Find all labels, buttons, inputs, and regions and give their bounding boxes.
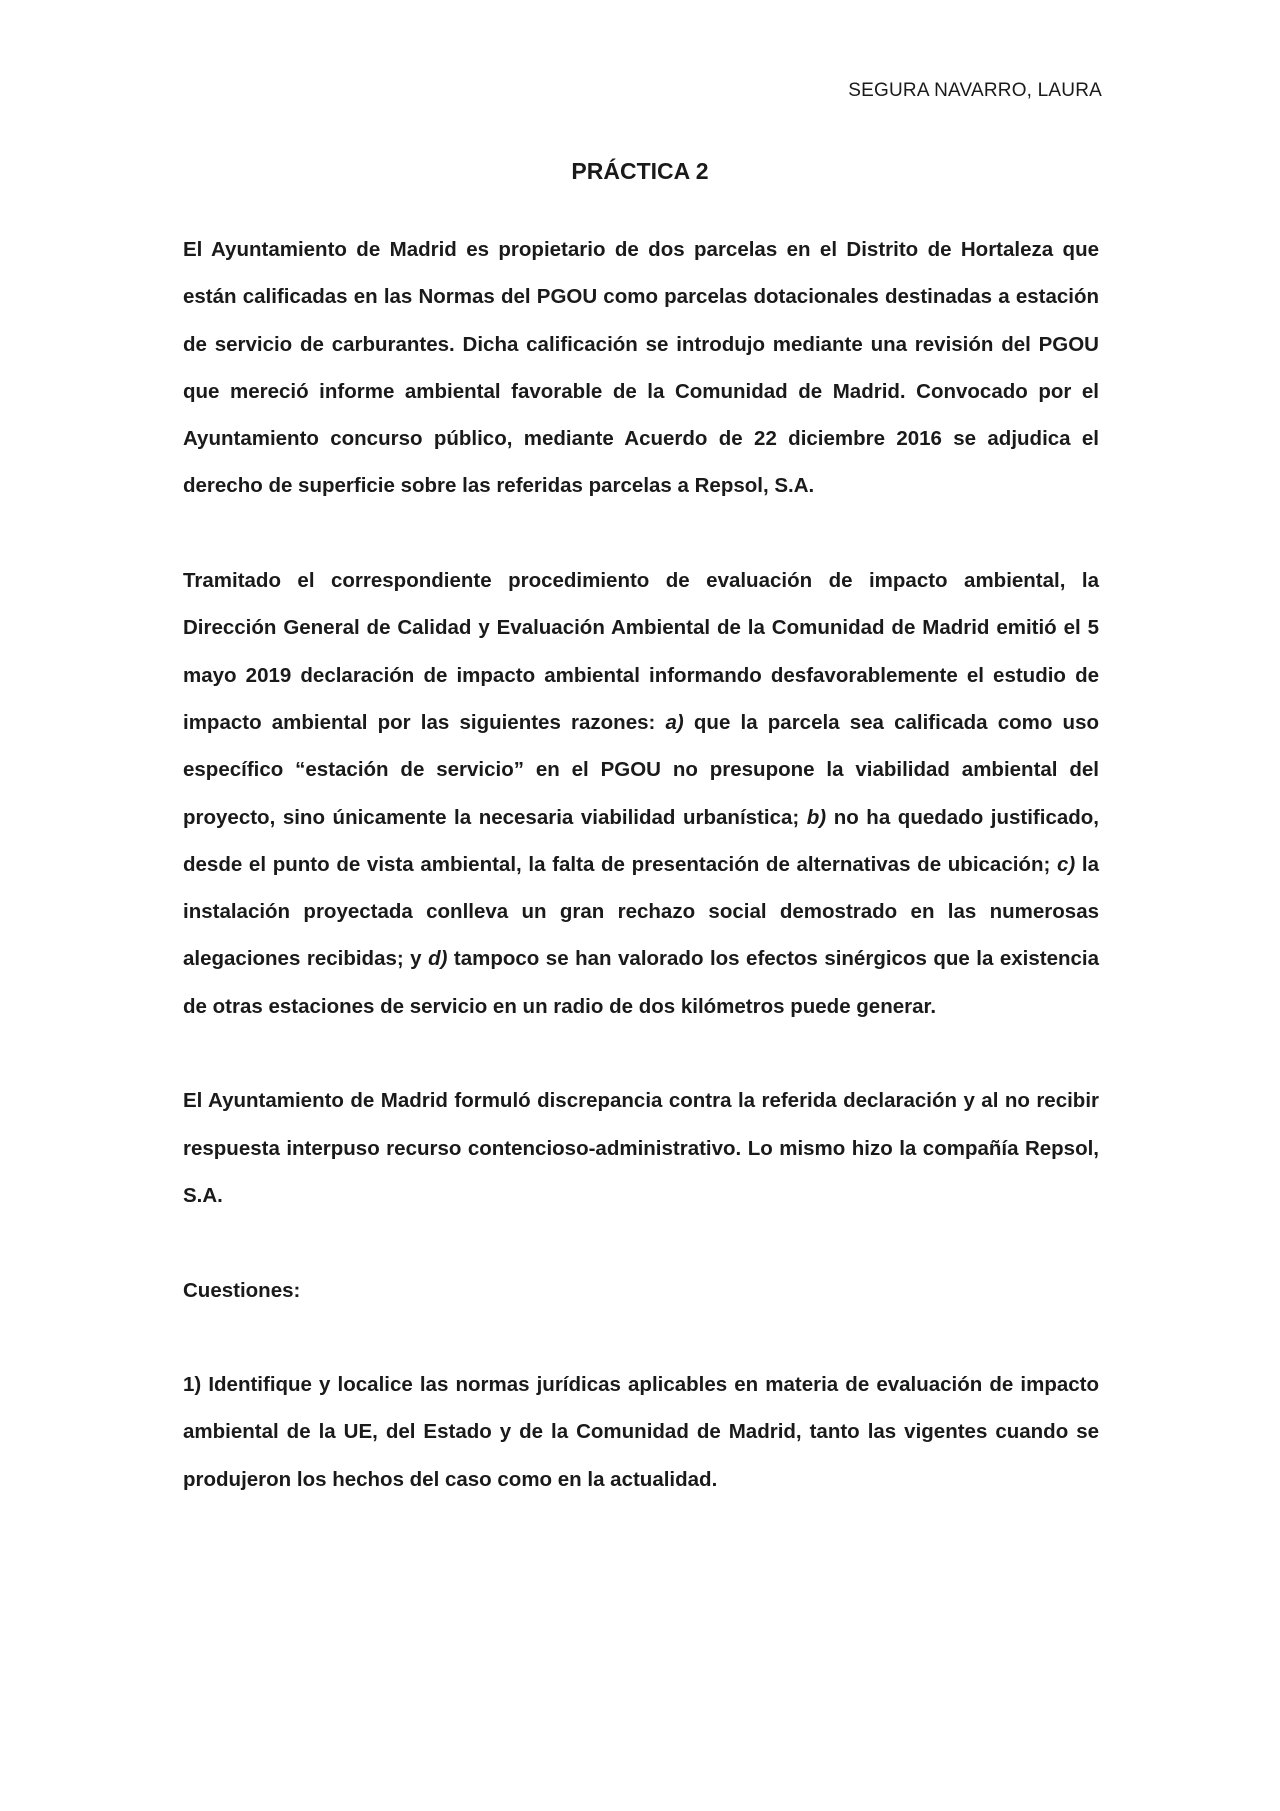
reason-text-d: tampoco se han valorado los efectos sinérgicos que la existencia de otras estaciones de servicio en un radio de dos kilómetros puede generar. bbox=[183, 947, 1099, 1018]
document-body bbox=[183, 226, 1099, 1550]
reason-marker-d: d) bbox=[428, 947, 448, 971]
page-title: PRÁCTICA 2 bbox=[571, 158, 709, 184]
reason-text-b: no ha quedado justificado, desde el punto de vista ambiental, la falta de presentación de alternativas de ubicación; bbox=[183, 805, 1099, 876]
author-header: SEGURA NAVARRO, LAURA bbox=[848, 80, 1102, 101]
paragraph-appeal: El Ayuntamiento de Madrid formuló discrepancia contra la referida declaración y al no recibir respuesta interpuso recurso contencioso-administrativo. Lo mismo hizo la compañía Repsol, S.A. bbox=[183, 1089, 1099, 1207]
reason-marker-b: b) bbox=[806, 805, 827, 829]
questions-heading: Cuestiones: bbox=[183, 1278, 301, 1302]
reason-marker-a: a) bbox=[665, 710, 684, 734]
reason-text-a: que la parcela sea calificada como uso específico “estación de servicio” en el PGOU no presupone la viabilidad ambiental del proyecto, sino únicamente la necesaria viabilidad urbanística; bbox=[183, 710, 1099, 829]
question-1: 1) Identifique y localice las normas jurídicas aplicables en materia de evaluación de impacto ambiental de la UE, del Estado y de la Comunidad de Madrid, tanto las vigentes cuando se produjeron los hechos del caso como en la actualidad. bbox=[183, 1373, 1099, 1491]
paragraph-impact-declaration bbox=[183, 557, 1099, 1030]
reason-marker-c: c) bbox=[1056, 852, 1076, 876]
paragraph-impact-intro: Tramitado el correspondiente procedimiento de evaluación de impacto ambiental, la Dirección General de Calidad y Evaluación Ambiental de la Comunidad de Madrid emitió el 5 mayo 2019 declaración de impacto ambiental informando desfavorablemente el estudio de impacto ambiental por las siguientes razones: bbox=[183, 569, 1099, 734]
paragraph-case-background: El Ayuntamiento de Madrid es propietario de dos parcelas en el Distrito de Hortaleza que están calificadas en las Normas del PGOU como parcelas dotacionales destinadas a estación de servicio de carburantes. Dicha calificación se introdujo mediante una revisión del PGOU que mereció informe ambiental favorable de la Comunidad de Madrid. Convocado por el Ayuntamiento concurso público, mediante Acuerdo de 22 diciembre 2016 se adjudica el derecho de superficie sobre las referidas parcelas a Repsol, S.A. bbox=[183, 238, 1099, 498]
reason-text-c: la instalación proyectada conlleva un gran rechazo social demostrado en las numerosas alegaciones recibidas; y bbox=[183, 852, 1100, 971]
